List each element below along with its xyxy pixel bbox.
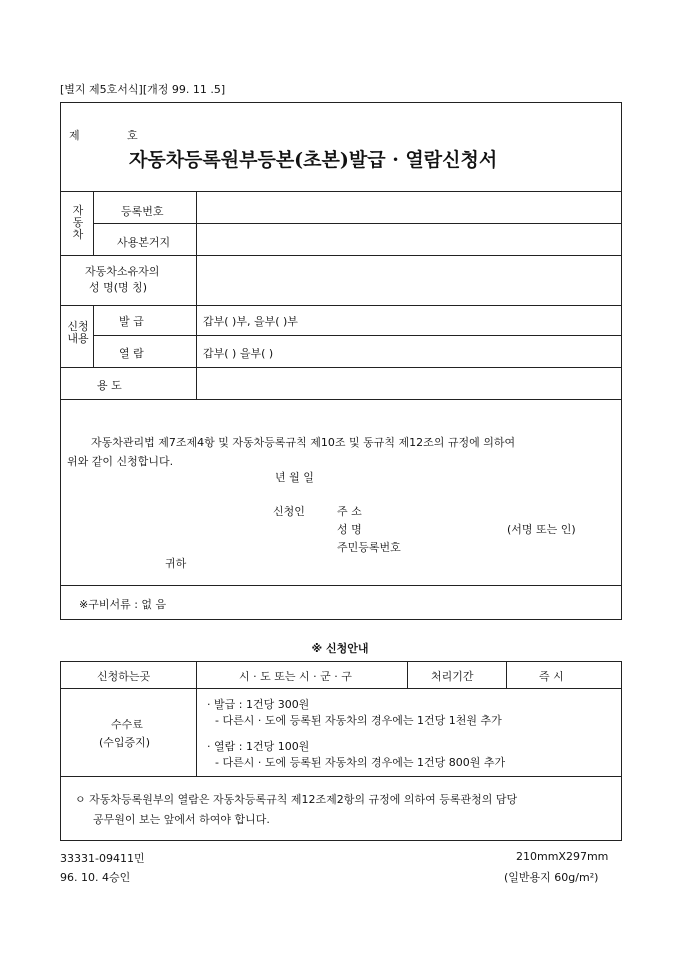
notice-line2: 공무원이 보는 앞에서 하여야 합니다. [93, 813, 270, 826]
fee-label: 수수료 [111, 718, 143, 731]
address-label: 주 소 [337, 505, 362, 518]
view-label: 열 람 [119, 347, 144, 360]
number-label: 제 [69, 129, 80, 142]
guide-title: ※ 신청안내 [311, 642, 369, 655]
purpose-field[interactable] [197, 368, 619, 398]
resident-number-label: 주민등록번호 [337, 541, 401, 554]
form-code: 33331-09411민 [60, 852, 145, 865]
period-value: 즉 시 [539, 670, 564, 683]
statement-line2: 위와 같이 신청합니다. [67, 455, 174, 468]
number-suffix: 호 [127, 129, 138, 142]
applicant-label: 신청인 [273, 505, 305, 518]
owner-label-line1: 자동차소유자의 [85, 265, 160, 278]
statement-line1: 자동차관리법 제7조제4항 및 자동차등록규칙 제10조 및 동규칙 제12조의 규정에 의하여 [91, 436, 516, 449]
fee-issue: · 발급 : 1건당 300원 [207, 698, 310, 711]
vehicle-group-label: 자 동 차 [72, 204, 84, 241]
required-documents: ※구비서류 : 없 음 [79, 598, 167, 611]
application-guide [60, 661, 622, 841]
date-line[interactable]: 년 월 일 [275, 471, 314, 484]
form-title: 자동차등록원부등본(초본)발급 · 열람신청서 [129, 149, 498, 171]
fee-view: · 열람 : 1건당 100원 [207, 740, 310, 753]
fee-label-sub: (수입증지) [99, 736, 151, 749]
request-group-label: 신청 내용 [67, 320, 89, 345]
purpose-label: 용 도 [97, 379, 122, 392]
fee-issue-note: - 다른시 · 도에 등록된 자동차의 경우에는 1건당 1천원 추가 [215, 714, 502, 727]
notice-line1: ㅇ 자동차등록원부의 열람은 자동차등록규칙 제12조제2항의 규정에 의하여 등록관청의 담당 [75, 793, 518, 806]
approval-date: 96. 10. 4승인 [60, 871, 131, 884]
base-location-field[interactable] [197, 224, 619, 254]
where-label: 신청하는곳 [97, 670, 151, 683]
period-label: 처리기간 [431, 670, 474, 683]
issue-label: 발 급 [119, 315, 144, 328]
where-value: 시 · 도 또는 시 · 군 · 구 [239, 670, 352, 683]
name-label: 성 명 [337, 523, 362, 536]
form-id: [별지 제5호서식][개정 99. 11 .5] [60, 83, 226, 96]
recipient-label: 귀하 [165, 557, 187, 570]
view-copies-value[interactable]: 갑부( ) 을부( ) [203, 347, 274, 360]
reg-number-field[interactable] [197, 192, 619, 222]
owner-label-line2: 성 명(명 칭) [89, 281, 148, 294]
paper-size: 210mmX297mm [516, 850, 609, 863]
issue-copies-value[interactable]: 갑부( )부, 을부( )부 [203, 315, 298, 328]
base-location-label: 사용본거지 [117, 236, 171, 249]
paper-type: (일반용지 60g/m²) [504, 871, 599, 884]
reg-number-label: 등록번호 [121, 205, 164, 218]
owner-name-field[interactable] [197, 256, 619, 304]
fee-view-note: - 다른시 · 도에 등록된 자동차의 경우에는 1건당 800원 추가 [215, 756, 506, 769]
signature-note: (서명 또는 인) [507, 523, 576, 536]
application-form [60, 102, 622, 620]
